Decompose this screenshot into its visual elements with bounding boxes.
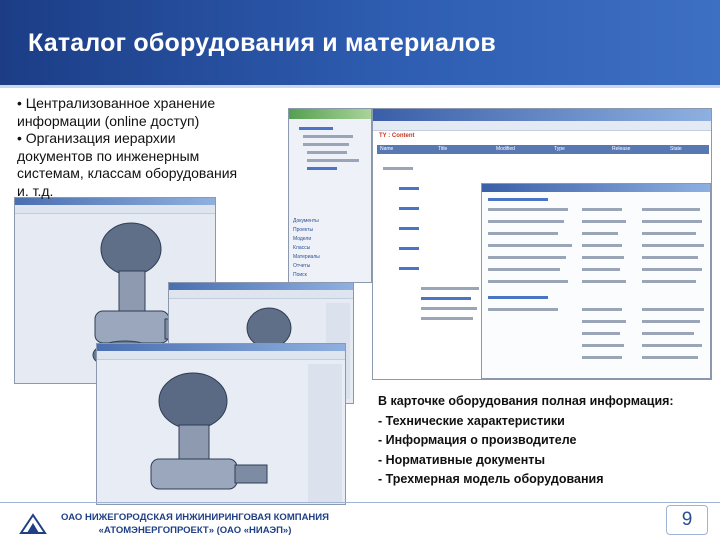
tree-item-6[interactable]: Поиск <box>293 272 307 278</box>
company-line-1: ОАО НИЖЕГОРОДСКАЯ ИНЖИНИРИНГОВАЯ КОМПАНИЯ <box>61 512 329 523</box>
catalog-tree-screenshot <box>288 108 372 283</box>
model-3d-window-3 <box>96 343 346 505</box>
card-info-item-0: - Технические характеристики <box>378 413 565 428</box>
card-info-item-3: - Трехмерная модель оборудования <box>378 472 604 486</box>
bullet-line-2: • Организация иерархии <box>17 130 176 146</box>
card-info-item-1: - Информация о производителе <box>378 433 577 447</box>
bullet-line-1: информации (online доступ) <box>17 112 200 129</box>
col-type[interactable]: Type <box>554 146 565 152</box>
company-name <box>50 511 340 537</box>
company-logo-icon <box>19 513 47 535</box>
bullet-line-0: • Централизованное хранение <box>17 95 216 111</box>
tree-menu <box>293 217 369 280</box>
company-line-2: «АТОМЭНЕРГОПРОЕКТ» (ОАО «НИАЭП») <box>98 525 292 536</box>
card-info-item-2: - Нормативные документы <box>378 452 546 467</box>
bullet-list <box>17 95 292 200</box>
page-number: 9 <box>666 505 708 535</box>
content-table-screenshot <box>372 108 712 380</box>
tree-item-0[interactable]: Документы <box>293 218 319 224</box>
col-title[interactable]: Title <box>438 146 448 152</box>
slide-title: Каталог оборудования и материалов <box>28 29 496 57</box>
card-info-heading: В карточке оборудования полная информация: <box>378 394 674 408</box>
tree-item-3[interactable]: Классы <box>293 245 311 251</box>
bullet-line-3: документов по инженерным <box>17 147 200 164</box>
content-table-header <box>377 145 709 154</box>
banner-stripe <box>0 85 720 88</box>
col-modified[interactable]: Modified <box>496 146 515 152</box>
model-side-panel-2 <box>308 364 342 502</box>
equipment-card-window <box>481 183 711 379</box>
valve-model-3 <box>101 361 301 503</box>
tree-item-4[interactable]: Материалы <box>293 254 320 260</box>
tree-item-2[interactable]: Модели <box>293 236 312 242</box>
tree-panel <box>293 125 365 215</box>
col-state[interactable]: State <box>670 146 682 152</box>
card-info-list <box>378 392 718 490</box>
content-toolbar <box>373 121 711 131</box>
tree-item-1[interactable]: Проекты <box>293 227 314 233</box>
content-panel-title: TY : Content <box>379 133 415 139</box>
tree-item-5[interactable]: Отчеты <box>293 263 311 269</box>
col-name[interactable]: Name <box>380 146 394 152</box>
title-banner <box>0 0 720 88</box>
bullet-line-4: системам, классам оборудования <box>17 165 238 181</box>
col-release[interactable]: Release <box>612 146 631 152</box>
bullet-line-5: и. т.д. <box>17 182 54 199</box>
